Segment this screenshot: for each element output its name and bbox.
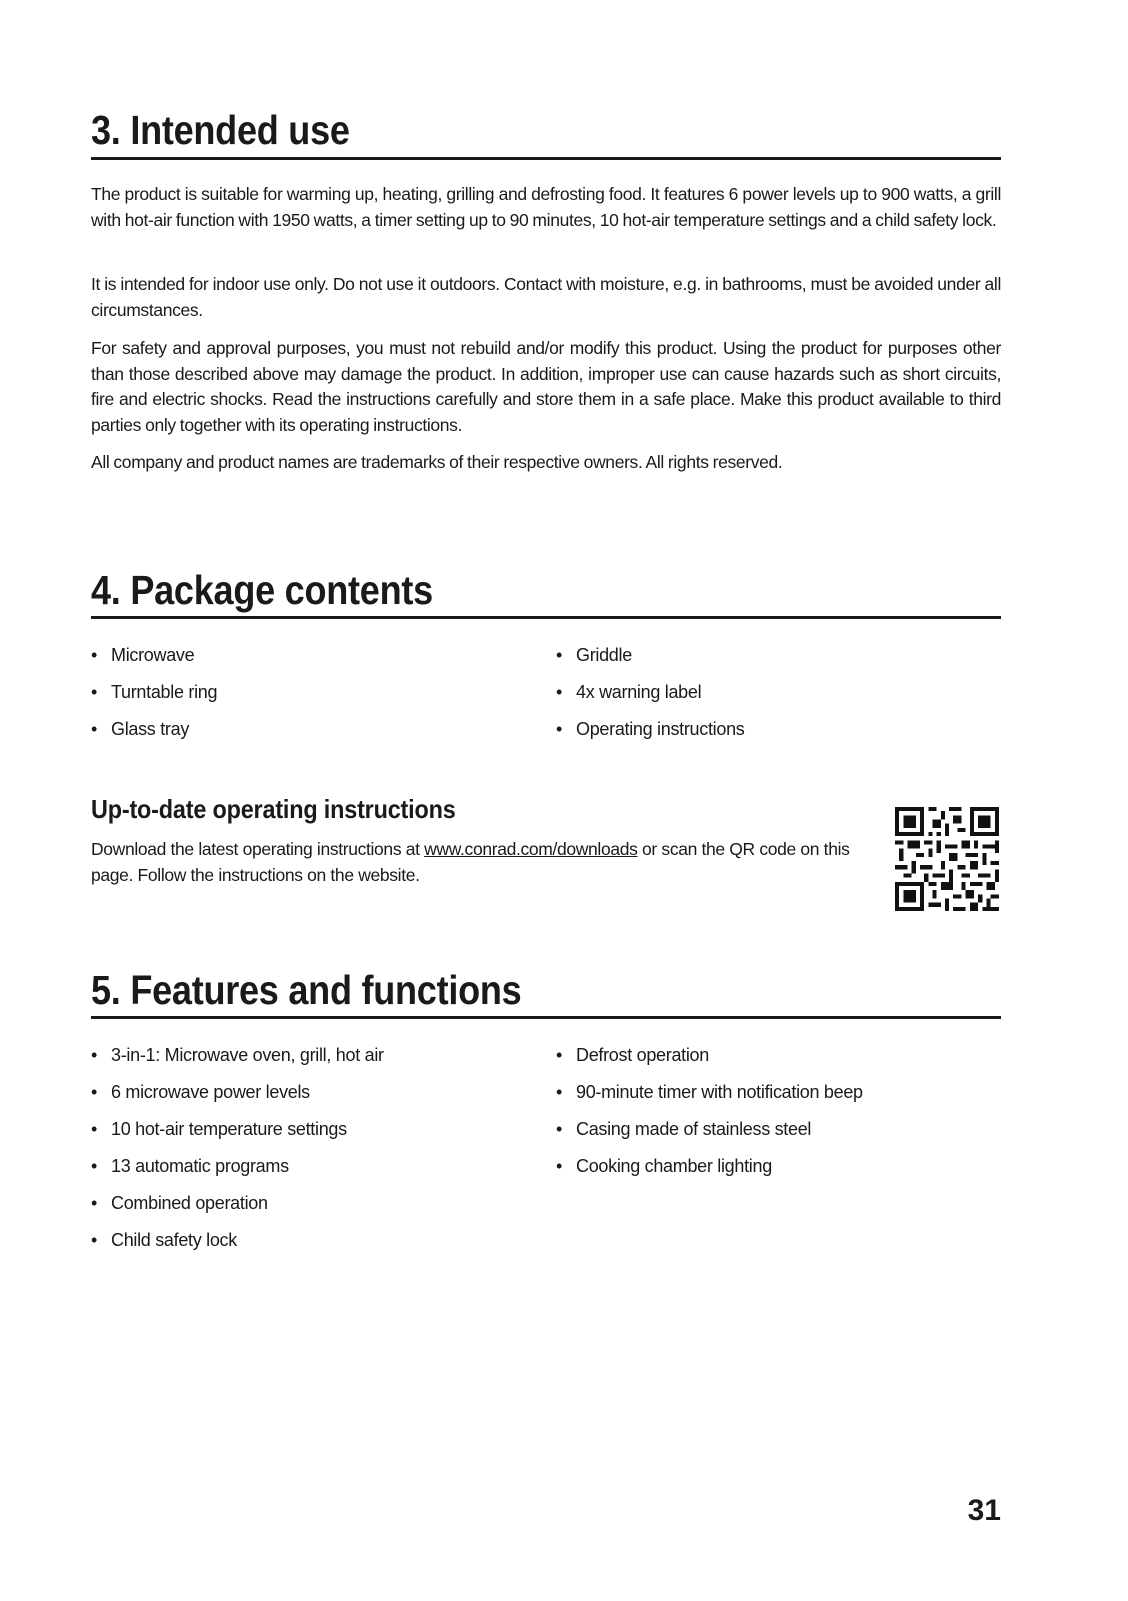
intended-use-paragraph-4: All company and product names are trademarks of their respective owners. All rights reserved. <box>91 452 783 472</box>
list-item: • Casing made of stainless steel <box>556 1119 812 1139</box>
downloads-link[interactable]: www.conrad.com/downloads <box>424 839 638 859</box>
package-contents-list-left <box>91 643 531 754</box>
list-item: • Cooking chamber lighting <box>556 1156 772 1176</box>
package-contents-list-right <box>556 643 996 754</box>
features-list-left <box>91 1043 531 1265</box>
list-item: • Griddle <box>556 645 632 665</box>
qr-code-icon[interactable] <box>895 806 999 912</box>
section-divider <box>91 157 1001 160</box>
section-divider <box>91 616 1001 619</box>
list-item: • Microwave <box>91 645 195 665</box>
list-item: • 13 automatic programs <box>91 1156 289 1176</box>
list-item: • 90-minute timer with notification beep <box>556 1082 863 1102</box>
intended-use-paragraph-1: The product is suitable for warming up, heating, grilling and defrosting food. It features 6 power levels up to 900 watts, a grill with hot-air function with 1950 watts, a timer setting up to 90 minutes, 10 hot-air temperature settings and a child safety lock. <box>91 184 1001 230</box>
list-item: • Operating instructions <box>556 719 745 739</box>
uptodate-instructions-text: Download the latest operating instructions at www.conrad.com/downloads or scan the QR code on this page. Follow the instructions on the website. <box>91 839 850 885</box>
section-title-intended-use: 3. Intended use <box>91 107 350 153</box>
list-item: • Turntable ring <box>91 682 218 702</box>
list-item: • Glass tray <box>91 719 190 739</box>
intended-use-paragraph-2: It is intended for indoor use only. Do not use it outdoors. Contact with moisture, e.g. in bathrooms, must be avoided under all circumstances. <box>91 274 1001 320</box>
features-list-right <box>556 1043 996 1191</box>
section-title-features: 5. Features and functions <box>91 967 522 1013</box>
page-number: 31 <box>967 1494 1001 1527</box>
list-item: • 4x warning label <box>556 682 702 702</box>
section-title-package-contents: 4. Package contents <box>91 567 433 613</box>
list-item: • 6 microwave power levels <box>91 1082 310 1102</box>
list-item: • Combined operation <box>91 1193 268 1213</box>
list-item: • Child safety lock <box>91 1230 237 1250</box>
uptodate-instructions-heading: Up-to-date operating instructions <box>91 794 456 824</box>
list-item: • Defrost operation <box>556 1045 709 1065</box>
intended-use-paragraph-3: For safety and approval purposes, you must not rebuild and/or modify this product. Using the product for purposes other than those described above may damage the product. In addition, improper use can cause hazards such as short circuits, fire and electric shocks. Read the instructions carefully and store them in a safe place. Make this product available to third parties only together with its operating instructions. <box>91 338 1001 435</box>
list-item: • 3-in-1: Microwave oven, grill, hot air <box>91 1045 384 1065</box>
list-item: • 10 hot-air temperature settings <box>91 1119 347 1139</box>
section-divider <box>91 1016 1001 1019</box>
